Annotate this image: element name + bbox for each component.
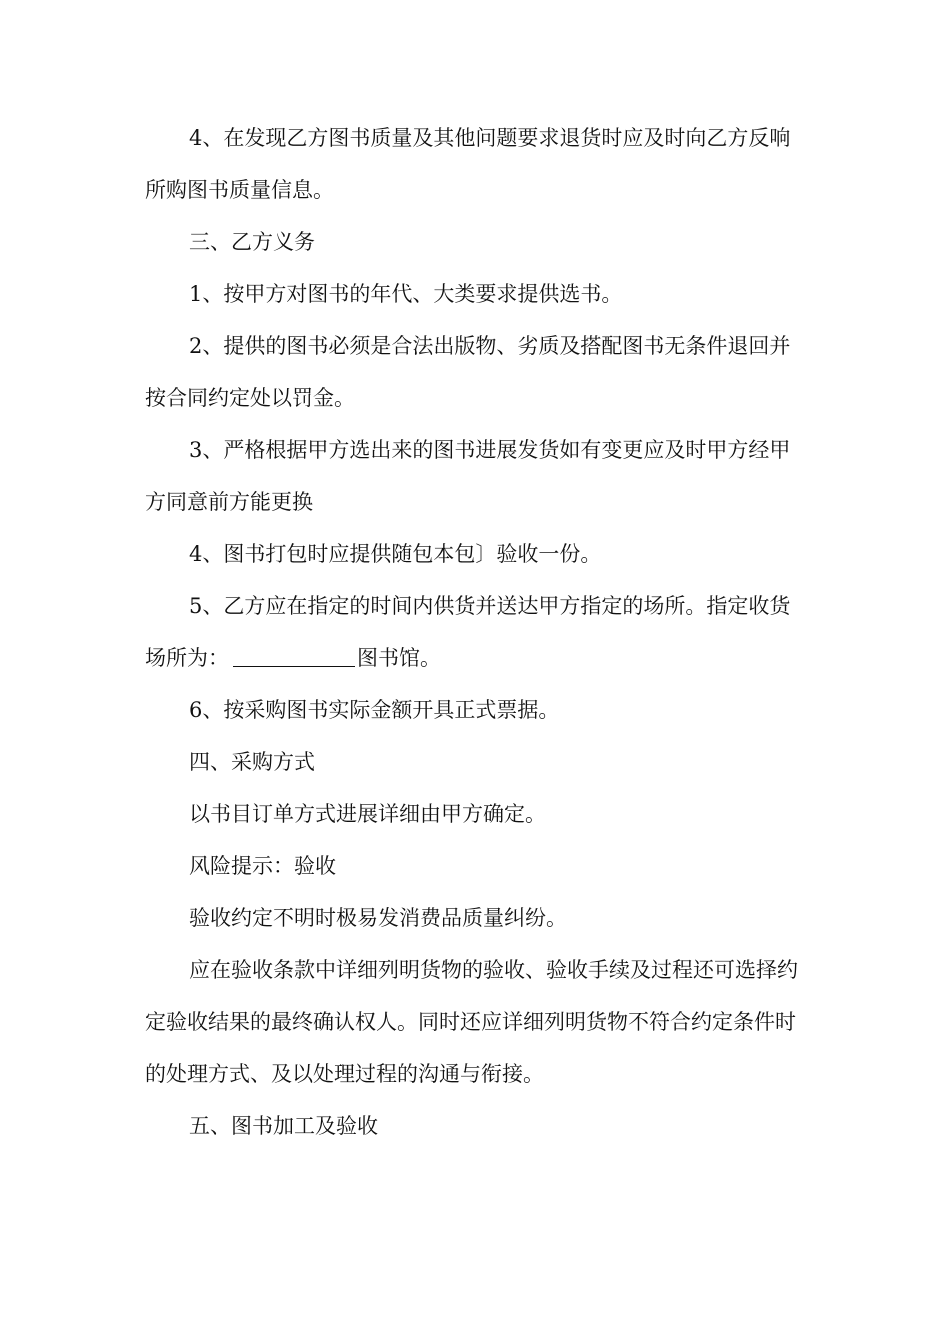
heading-procurement-method: 四、采购方式: [189, 750, 315, 774]
paragraph-legal-publications: 2、提供的图书必须是合法出版物、劣质及搭配图书无条件退回并按合同约定处以罚金。: [145, 334, 791, 410]
paragraph-delivery-location: [145, 580, 805, 684]
document-body: [145, 112, 805, 1152]
paragraph-acceptance-risk: 验收约定不明时极易发消费品质量纠纷。: [189, 906, 567, 930]
paragraph-invoice: 6、按采购图书实际金额开具正式票据。: [189, 698, 560, 722]
paragraph-provide-selection: 1、按甲方对图书的年代、大类要求提供选书。: [189, 282, 623, 306]
blank-fill-line: [233, 648, 355, 667]
heading-book-processing: 五、图书加工及验收: [189, 1114, 378, 1138]
paragraph-acceptance-terms: 应在验收条款中详细列明货物的验收、验收手续及过程还可选择约定验收结果的最终确认权人。同时还应详细列明货物不符合约定条件时的处理方式、及以处理过程的沟通与衔接。: [145, 958, 798, 1086]
heading-risk-notice: 风险提示：验收: [189, 854, 336, 878]
delivery-text-before: 5、乙方应在指定的时间内供货并送达甲方指定的场所。指定收货场所为：: [145, 594, 791, 670]
delivery-text-after: 图书馆。: [357, 646, 441, 670]
paragraph-order-method: 以书目订单方式进展详细由甲方确定。: [189, 802, 546, 826]
heading-party-b-obligations: 三、乙方义务: [189, 230, 315, 254]
paragraph-quality-feedback: 4、在发现乙方图书质量及其他问题要求退货时应及时向乙方反响所购图书质量信息。: [145, 126, 791, 202]
paragraph-shipping-changes: 3、严格根据甲方选出来的图书进展发货如有变更应及时甲方经甲方同意前方能更换: [145, 438, 791, 514]
paragraph-packing-receipt: 4、图书打包时应提供随包本包〕验收一份。: [189, 542, 602, 566]
